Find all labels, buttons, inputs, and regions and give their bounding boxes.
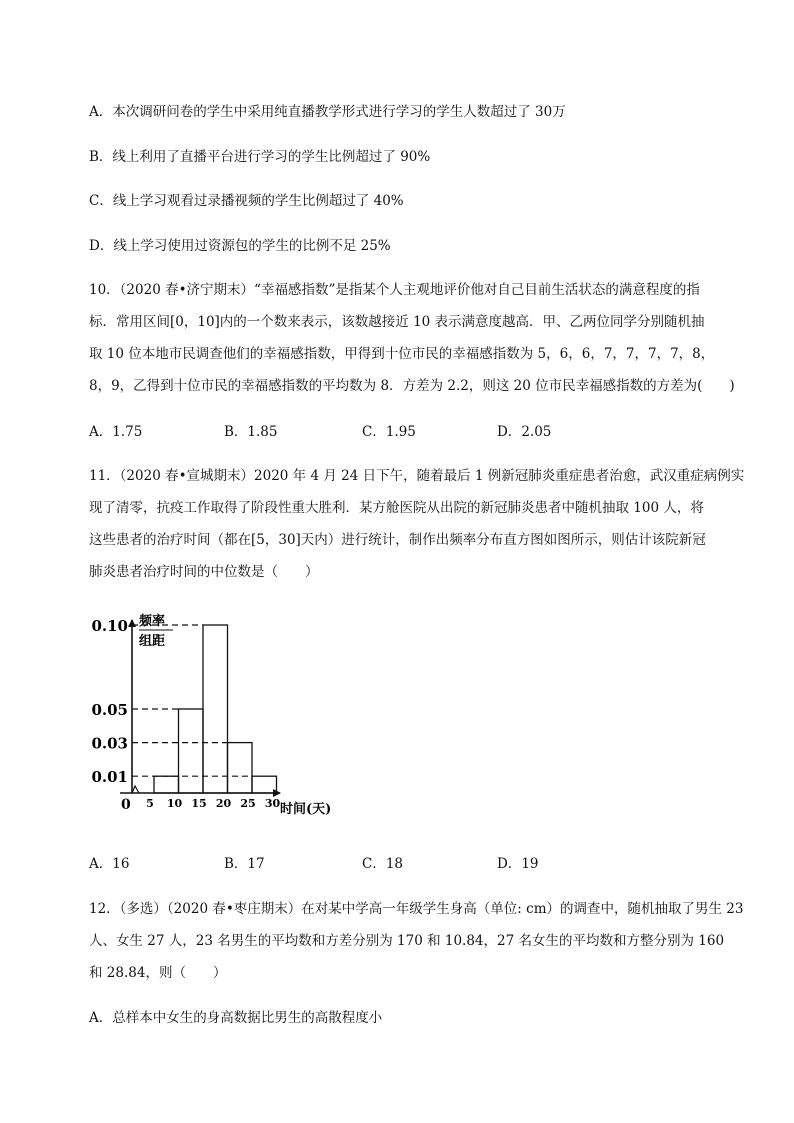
q11-stem-line-2: 现了清零，抗疫工作取得了阶段性重大胜利．某方舱医院从出院的新冠肺炎患者中随机抽取 100 人，将 [89,500,704,516]
x-tick-label: 5 [146,797,154,810]
q12-stem-line-2: 人、女生 27 人，23 名男生的平均数和方差分别为 170 和 10.84，27 名女生的平均数和方整分别为 160 [89,933,725,949]
q11-option-b: B．17 [224,856,265,872]
q10-option-a: A．1.75 [89,424,143,440]
x-tick-label: 25 [240,797,256,810]
x-tick-label: 30 [264,797,281,810]
histogram-bar [203,625,228,793]
q10-stem-line-2: 标．常用区间[0，10]内的一个数来表示，该数越接近 10 表示满意度越高．甲、乙两位同学分别随机抽 [89,314,705,330]
histogram-bar [252,776,277,793]
q11-option-d: D．19 [497,856,539,872]
histogram-bar [154,776,179,793]
q9-option-a: A．本次调研问卷的学生中采用纯直播教学形式进行学习的学生人数超过了 30万 [89,104,566,120]
x-axis-label: 时间(天) [280,802,332,817]
histogram-bar [179,709,204,793]
y-tick-label: 0.03 [91,734,128,753]
q12-stem-line-1: 12．（多选）（2020 春•枣庄期末）在对某中学高一年级学生身高（单位: cm）的调查中，随机抽取了男生 23 [89,901,744,917]
q9-option-d: D．线上学习使用过资源包的学生的比例不足 25% [89,238,391,254]
q10-option-d: D．2.05 [497,424,552,440]
q11-option-a: A．16 [89,856,130,872]
y-tick-label: 0.05 [91,701,128,719]
y-tick-label: 0.10 [91,617,128,635]
histogram-bar [228,743,253,793]
x-tick-label: 20 [215,797,232,810]
q9-option-b: B．线上利用了直播平台进行学习的学生比例超过了 90% [89,149,431,165]
q12-stem-line-3: 和 28.84，则（ ） [89,965,227,981]
axis-break-icon [132,786,139,793]
q11-stem-line-4: 肺炎患者治疗时间的中位数是（ ） [89,564,319,580]
q10-stem-line-3: 取 10 位本地市民调查他们的幸福感指数，甲得到十位市民的幸福感指数为 5，6，6，7，7，7，7，8， [89,346,715,362]
frequency-histogram [91,610,360,825]
x-tick-label: 10 [166,797,183,810]
q9-option-c: C．线上学习观看过录播视频的学生比例超过了 40% [89,193,404,209]
y-label-top: 频率 [139,614,166,629]
q10-option-c: C．1.95 [362,424,416,440]
y-tick-labels [91,617,128,786]
x-tick-labels [146,797,280,810]
y-label-bottom: 组距 [139,634,166,649]
q11-stem-line-3: 这些患者的治疗时间（都在[5，30]天内）进行统计，制作出频率分布直方图如图所示，则估计该院新冠 [89,532,706,548]
q10-stem-line-4: 8，9，乙得到十位市民的幸福感指数的平均数为 8．方差为 2.2，则这 20 位市民幸福感指数的方差为( ) [89,378,735,394]
q11-option-c: C．18 [362,856,404,872]
x-tick-label: 15 [191,797,207,810]
q12-option-a: A．总样本中女生的身高数据比男生的高散程度小 [89,1010,383,1026]
y-tick-label: 0.01 [91,768,128,787]
q10-stem-line-1: 10．（2020 春•济宁期末）“幸福感指数”是指某个人主观地评价他对自己目前生活状态的满意程度的指 [89,282,700,298]
origin-label: 0 [121,797,131,813]
q11-stem-line-1: 11．（2020 春•宣城期末）2020 年 4 月 24 日下午，随着最后 1 例新冠肺炎重症患者治愈，武汉重症病例实 [89,468,745,484]
q10-option-b: B．1.85 [224,424,278,440]
